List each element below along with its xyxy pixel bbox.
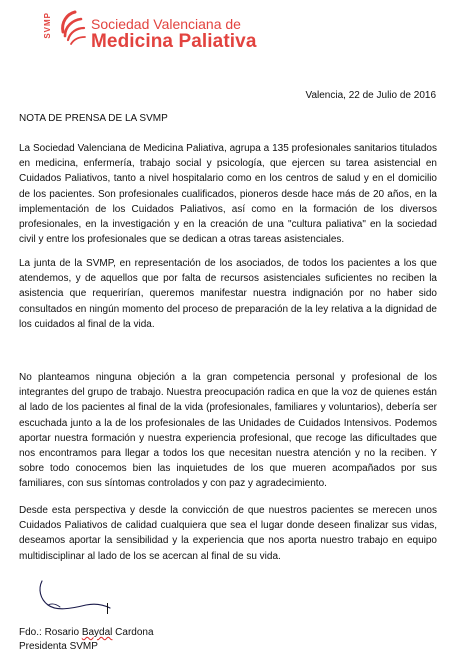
- paragraph-3: No planteamos ninguna objeción a la gran competencia personal y profesional de los integrantes del grupo de trabajo. Nuestra preocupación radica en que la voz de quienes están al lado de los pacientes al final de la vida (profesionales, familiares y voluntarios), debería ser escuchada junto a la de los profesionales de las Unidades de Cuidados Intensivos. Podemos aportar nuestra formación y nuestra experiencia profesional, que recoge las dificultades que nos encontramos para llegar a todos los que necesitan nuestra atención y no la reciben. Y sobre todo conocemos bien las inquietudes de los que mueren acompañados por sus familiares, con sus síntomas controlados y con paz y agradecimiento.: [19, 372, 437, 490]
- letter-heading: NOTA DE PRENSA DE LA SVMP: [19, 113, 168, 124]
- signature-role: Presidenta SVMP: [19, 641, 98, 652]
- svmp-logo-icon: [47, 6, 91, 56]
- paragraph-1: La Sociedad Valenciana de Medicina Paliativa, agrupa a 135 profesionales sanitarios titulados en medicina, enfermería, trabajo social y psicología, que ejercen su tarea asistencial en Cuidados Paliativos, tanto a nivel hospitalario como en los centros de salud y en el domicilio de los pacientes. Son profesionales cualificados, pioneros desde hace más de 20 años, en la implementación de los Cuidados Paliativos, así como en la formación de los diversos profesionales, en la investigación y en la creación de una "cultura paliativa" en la sociedad civil y entre los profesionales que se dedican a otras tareas asistenciales.: [19, 143, 437, 246]
- org-abbrev-vertical: SVMP: [43, 12, 52, 39]
- svmp-logo: [43, 6, 307, 56]
- org-name-line1: Sociedad Valenciana de: [91, 16, 241, 32]
- signature-prefix: Fdo.: Rosario: [19, 627, 82, 638]
- text-cursor: [107, 603, 108, 614]
- paragraph-4: Desde esta perspectiva y desde la convicción de que nuestros pacientes se merecen unos Cuidados Paliativos de calidad cualquiera que sea el lugar donde deseen finalizar sus vidas, deseamos aportar la sensibilidad y la experiencia que nos aporta nuestro trabajo en equipo multidisciplinar al lado de los se acercan al final de su vida.: [19, 505, 437, 562]
- org-name-line2: Medicina Paliativa: [91, 31, 257, 52]
- letter-date: Valencia, 22 de Julio de 2016: [305, 90, 436, 101]
- signature-suffix: Cardona: [112, 627, 154, 638]
- paragraph-2: La junta de la SVMP, en representación de los asociados, de todos los pacientes a los que atendemos, y de aquellos que por falta de recursos asistenciales suficientes no reciben la asistencia que requerirían, queremos manifestar nuestra indignación por no haber sido consultados en ningún momento del proceso de preparación de la ley relativa a la dignidad de los cuidados al final de la vida.: [19, 258, 437, 330]
- signature-name: [19, 627, 154, 638]
- signature-surname: Baydal: [81, 627, 113, 638]
